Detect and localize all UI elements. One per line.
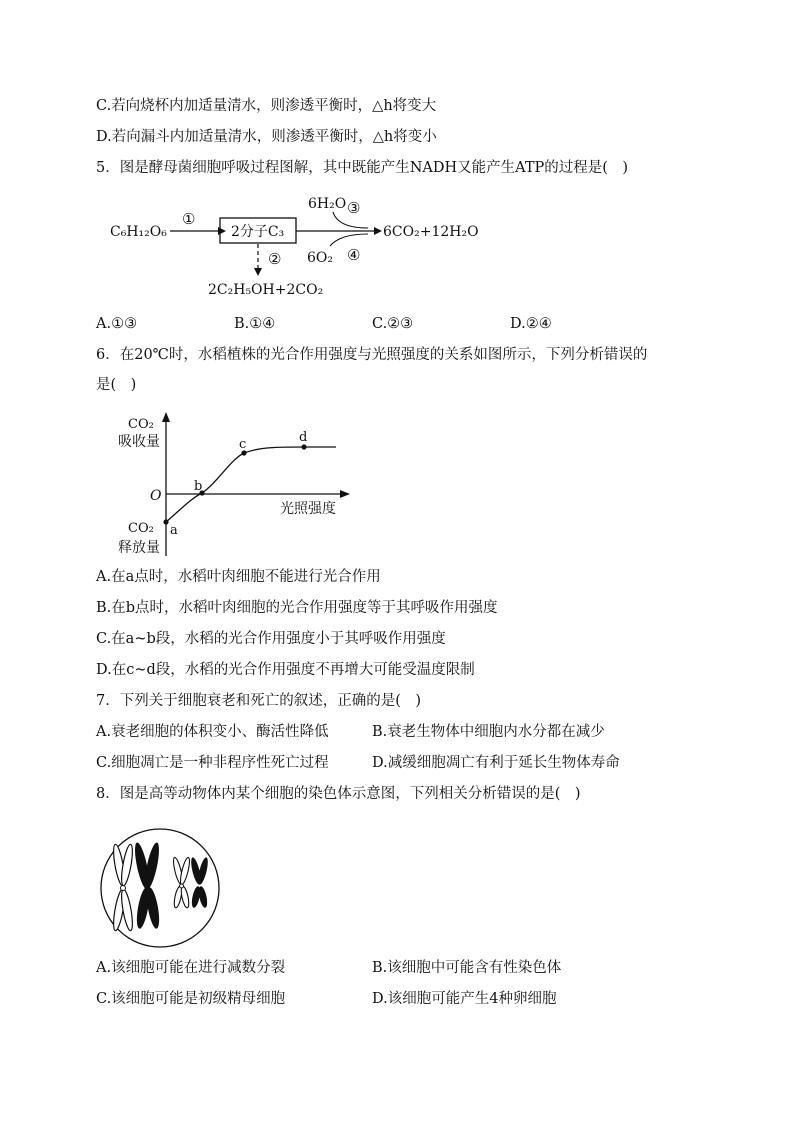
pyruvate-label: 2分子C₃ [231, 224, 285, 240]
q8-option-b: B.该细胞中可能含有性染色体 [372, 960, 562, 976]
y-top-label-2: 吸收量 [118, 434, 160, 450]
q7-option-a: A.衰老细胞的体积变小、酶活性降低 [96, 724, 329, 740]
q5-option-b: B.①④ [234, 316, 276, 332]
glucose-label: C₆H₁₂O₆ [110, 224, 167, 240]
q7-option-b: B.衰老生物体中细胞内水分都在减少 [372, 724, 605, 740]
q6-option-d: D.在c~d段，水稻的光合作用强度不再增大可能受温度限制 [96, 662, 475, 678]
chromosome-cell-diagram [98, 826, 224, 952]
q5-stem: 5．图是酵母菌细胞呼吸过程图解，其中既能产生NADH又能产生ATP的过程是( ) [96, 160, 629, 176]
q5-option-c: C.②③ [372, 316, 414, 332]
q6-stem-line1: 6．在20℃时，水稻植株的光合作用强度与光照强度的关系如图所示，下列分析错误的 [96, 347, 648, 363]
origin-label: O [150, 488, 162, 504]
point-a-label: a [170, 523, 178, 538]
q4-option-c: C.若向烧杯内加适量清水，则渗透平衡时，△h将变大 [96, 98, 437, 114]
point-d-marker [301, 444, 306, 449]
chromosome-1-outline [111, 844, 134, 932]
point-b-label: b [194, 479, 203, 494]
step1-marker: ① [182, 210, 196, 228]
photosynthesis-graph [100, 410, 360, 560]
q6-option-b: B.在b点时，水稻叶肉细胞的光合作用强度等于其呼吸作用强度 [96, 600, 498, 616]
chromosome-3-outline [172, 857, 192, 909]
q7-option-c: C.细胞凋亡是一种非程序性死亡过程 [96, 755, 329, 771]
point-d-label: d [299, 430, 308, 445]
y-top-label-1: CO₂ [128, 417, 154, 432]
step4-marker: ④ [347, 246, 361, 264]
oxygen-curve [330, 234, 368, 246]
q7-stem: 7．下列关于细胞衰老和死亡的叙述，正确的是( ) [96, 693, 422, 709]
q5-option-a: A.①③ [96, 316, 138, 332]
point-a-marker [163, 519, 168, 524]
x-axis-label: 光照强度 [280, 501, 336, 517]
aerobic-product: 6CO₂+12H₂O [383, 224, 479, 240]
q6-option-c: C.在a~b段，水稻的光合作用强度小于其呼吸作用强度 [96, 631, 446, 647]
y-bottom-label-1: CO₂ [128, 521, 154, 536]
chromosome-2-dark [132, 841, 162, 929]
step2-marker: ② [268, 250, 282, 268]
oxygen-label: 6O₂ [307, 250, 333, 266]
q8-option-d: D.该细胞可能产生4种卵细胞 [372, 991, 557, 1007]
q8-option-a: A.该细胞可能在进行减数分裂 [96, 960, 286, 976]
q4-option-d: D.若向漏斗内加适量清水，则渗透平衡时，△h将变小 [96, 129, 437, 145]
point-c-label: c [239, 437, 247, 452]
q8-option-c: C.该细胞可能是初级精母细胞 [96, 991, 286, 1007]
chromosome-4-dark [189, 857, 210, 909]
q6-stem-line2: 是( ) [96, 377, 137, 393]
q6-option-a: A.在a点时，水稻叶肉细胞不能进行光合作用 [96, 569, 381, 585]
q7-option-d: D.减缓细胞凋亡有利于延长生物体寿命 [372, 755, 620, 771]
anaerobic-product: 2C₂H₅OH+2CO₂ [208, 282, 324, 298]
y-bottom-label-2: 释放量 [118, 540, 160, 556]
q5-option-d: D.②④ [510, 316, 552, 332]
q8-stem: 8．图是高等动物体内某个细胞的染色体示意图，下列相关分析错误的是( ) [96, 786, 581, 802]
step3-marker: ③ [347, 199, 361, 217]
respiration-diagram [100, 188, 500, 306]
water-label: 6H₂O [308, 196, 347, 212]
